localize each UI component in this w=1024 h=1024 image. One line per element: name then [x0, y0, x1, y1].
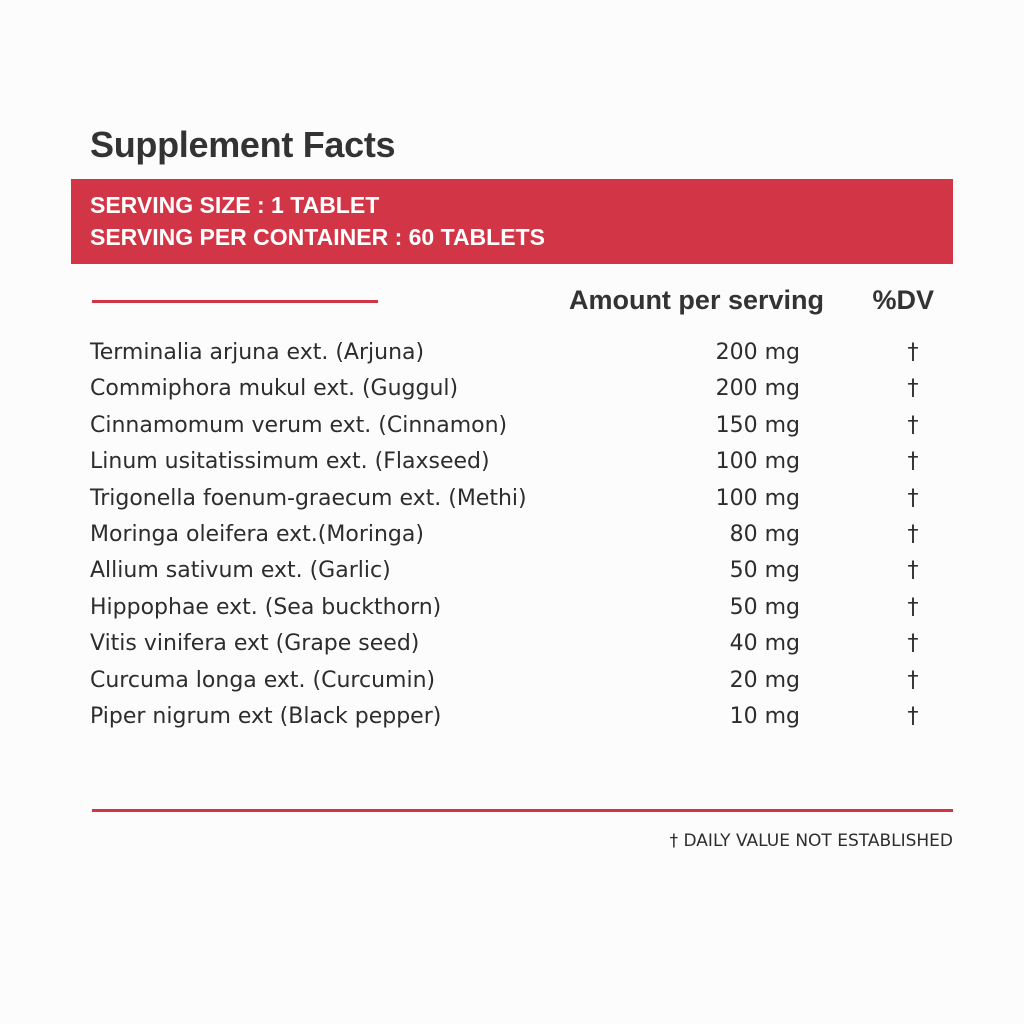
ingredient-dv: †	[907, 594, 919, 620]
ingredient-name: Hippophae ext. (Sea buckthorn)	[90, 594, 442, 620]
ingredient-row	[0, 593, 1024, 629]
ingredient-amount: 10 mg	[729, 703, 800, 729]
ingredient-list	[0, 338, 1024, 738]
ingredient-name: Allium sativum ext. (Garlic)	[90, 558, 391, 584]
ingredient-amount: 50 mg	[729, 594, 800, 620]
ingredient-amount: 20 mg	[729, 667, 800, 693]
ingredient-row	[0, 411, 1024, 447]
ingredient-row	[0, 447, 1024, 483]
daily-value-footnote: † DAILY VALUE NOT ESTABLISHED	[669, 831, 953, 851]
page-title: Supplement Facts	[90, 124, 396, 165]
ingredient-dv: †	[907, 558, 919, 584]
ingredient-row	[0, 484, 1024, 520]
ingredient-amount: 40 mg	[729, 631, 800, 657]
ingredient-dv: †	[907, 412, 919, 438]
amount-column-header: Amount per serving	[568, 285, 824, 315]
serving-info-band	[71, 179, 953, 264]
dv-column-header: %DV	[872, 285, 934, 315]
ingredient-amount: 200 mg	[715, 376, 800, 402]
footer-divider	[92, 809, 953, 812]
ingredient-amount: 100 mg	[715, 485, 800, 511]
serving-size: SERVING SIZE : 1 TABLET	[90, 192, 380, 218]
ingredient-dv: †	[907, 449, 919, 475]
ingredient-amount: 200 mg	[715, 340, 800, 365]
ingredient-row	[0, 666, 1024, 702]
ingredient-row	[0, 702, 1024, 738]
ingredient-name: Vitis vinifera ext (Grape seed)	[90, 631, 420, 657]
ingredient-dv: †	[907, 485, 919, 511]
ingredient-name: Commiphora mukul ext. (Guggul)	[90, 376, 459, 402]
servings-per-container: SERVING PER CONTAINER : 60 TABLETS	[90, 224, 545, 250]
ingredient-dv: †	[907, 631, 919, 657]
ingredient-dv: †	[907, 376, 919, 402]
ingredient-row	[0, 629, 1024, 665]
ingredient-name: Moringa oleifera ext.(Moringa)	[90, 521, 424, 547]
ingredient-row	[0, 374, 1024, 410]
ingredient-name: Linum usitatissimum ext. (Flaxseed)	[90, 449, 490, 475]
ingredient-name: Terminalia arjuna ext. (Arjuna)	[90, 340, 425, 365]
ingredient-amount: 50 mg	[729, 558, 800, 584]
ingredient-name: Piper nigrum ext (Black pepper)	[90, 703, 442, 729]
ingredient-dv: †	[907, 667, 919, 693]
ingredient-row	[0, 338, 1024, 374]
ingredient-amount: 80 mg	[729, 521, 800, 547]
ingredient-name: Trigonella foenum-graecum ext. (Methi)	[90, 485, 527, 511]
ingredient-dv: †	[907, 703, 919, 729]
ingredient-dv: †	[907, 521, 919, 547]
ingredient-amount: 150 mg	[715, 412, 800, 438]
header-divider	[92, 300, 378, 303]
ingredient-row	[0, 520, 1024, 556]
ingredient-amount: 100 mg	[715, 449, 800, 475]
ingredient-name: Curcuma longa ext. (Curcumin)	[90, 667, 436, 693]
ingredient-row	[0, 556, 1024, 592]
ingredient-name: Cinnamomum verum ext. (Cinnamon)	[90, 412, 508, 438]
ingredient-dv: †	[907, 340, 919, 365]
